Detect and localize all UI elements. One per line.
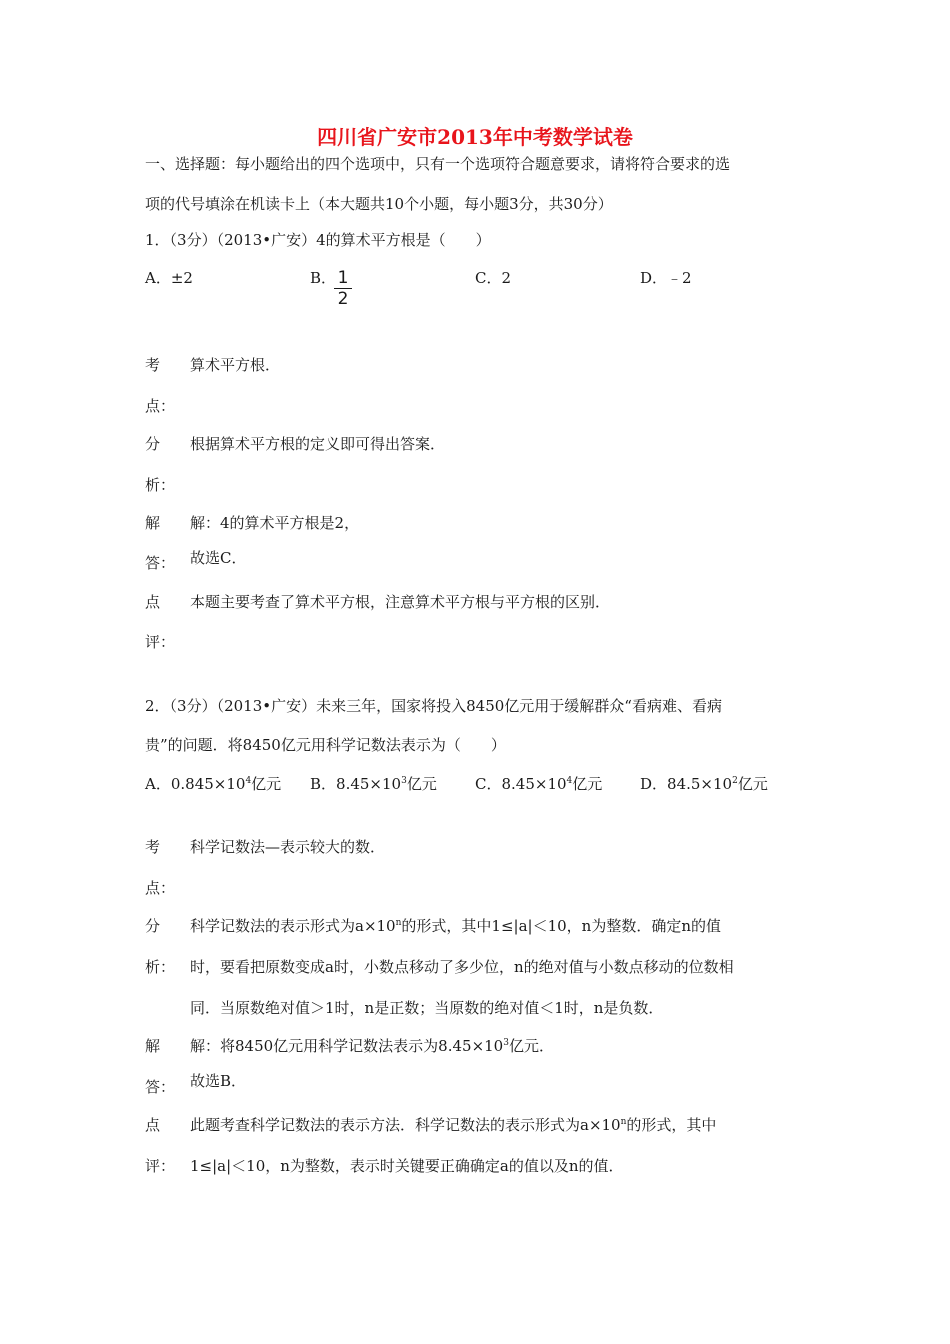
q2-jieda-label-1: 解 [145,1037,161,1055]
q2-kaodian-text: 科学记数法—表示较大的数． [190,838,386,856]
q2-option-a [145,774,281,794]
q1-option-b-label: B． [310,269,337,287]
option-unit: 亿元 [406,775,437,793]
text-part: 解：将8450亿元用科学记数法表示为8.45×10 [190,1037,504,1055]
q1-jieda-label-1: 解 [145,514,161,532]
section-instruction-line2: 项的代号填涂在机读卡上（本大题共10个小题，每小题3分，共30分） [145,195,613,213]
q2-dianping-line1 [190,1115,716,1135]
q2-option-c [475,774,602,794]
q2-dianping-label-2: 评： [145,1157,176,1175]
q1-kaodian-label-2: 点： [145,397,176,415]
option-unit: 亿元 [737,775,768,793]
q1-dianping-label-2: 评： [145,633,176,651]
fraction-numerator: 1 [337,268,349,288]
q1-kaodian-label-1: 考 [145,356,161,374]
fraction-denominator: 2 [337,289,349,309]
option-base: C．8.45×10 [475,775,567,793]
q2-dianping-label-1: 点 [145,1116,161,1134]
text-part: 的形式，其中1≤|a|＜10，n为整数．确定n的值 [401,917,721,935]
text-part: 的形式，其中 [626,1116,717,1134]
q2-fenxi-line2: 时，要看把原数变成a时，小数点移动了多少位，n的绝对值与小数点移动的位数相 [190,958,734,976]
q1-jieda-text-line1: 解：4的算术平方根是2， [190,514,360,532]
q2-dianping-line2: 1≤|a|＜10，n为整数，表示时关键要正确确定a的值以及n的值． [190,1157,624,1175]
q1-dianping-label-1: 点 [145,593,161,611]
q1-stem: 1．（3分）（2013•广安）4的算术平方根是（ ） [145,231,491,249]
text-part: 此题考查科学记数法的表示方法．科学记数法的表示形式为a×10 [190,1116,621,1134]
text-part: 科学记数法的表示形式为a×10 [190,917,396,935]
q2-jieda-line2: 故选B． [190,1072,247,1090]
q2-jieda-label-2: 答： [145,1078,176,1096]
q1-option-a: A．±2 [145,269,193,287]
q1-kaodian-text: 算术平方根． [190,356,281,374]
exponent: n [620,1117,627,1127]
option-exponent: 3 [401,776,407,786]
q1-fenxi-label-1: 分 [145,435,161,453]
q2-jieda-line1 [190,1036,554,1056]
option-unit: 亿元 [572,775,603,793]
q1-fenxi-text: 根据算术平方根的定义即可得出答案． [190,435,446,453]
q2-fenxi-label-2: 析： [145,958,176,976]
q1-option-c: C．2 [475,269,512,287]
q2-fenxi-label-1: 分 [145,917,161,935]
option-unit: 亿元 [251,775,282,793]
option-exponent: 2 [732,776,738,786]
option-base: A．0.845×10 [145,775,246,793]
q2-stem-line1: 2．（3分）（2013•广安）未来三年，国家将投入8450亿元用于缓解群众“看病难、看病 [145,697,722,715]
q1-option-b-fraction [333,268,353,309]
option-exponent: 4 [566,776,573,786]
option-exponent: 4 [245,776,252,786]
q1-option-d: D．﹣2 [640,269,692,287]
q2-stem-line2: 贵”的问题．将8450亿元用科学记数法表示为（ ） [145,736,506,754]
q2-option-d [640,774,768,794]
section-instruction-line1: 一、选择题：每小题给出的四个选项中，只有一个选项符合题意要求，请将符合要求的选 [145,155,731,173]
q2-option-b [310,774,437,794]
q2-fenxi-line1 [190,916,721,936]
text-part: 亿元． [508,1037,554,1055]
option-base: B．8.45×10 [310,775,402,793]
q1-fenxi-label-2: 析： [145,476,176,494]
q1-jieda-label-2: 答： [145,554,176,572]
q1-jieda-text-line2: 故选C． [190,549,247,567]
q2-kaodian-label-2: 点： [145,879,176,897]
q2-kaodian-label-1: 考 [145,838,161,856]
exponent: n [395,918,402,928]
exponent: 3 [503,1038,509,1048]
page-title: 四川省广安市2013年中考数学试卷 [317,125,633,149]
option-base: D．84.5×10 [640,775,733,793]
q1-dianping-text: 本题主要考查了算术平方根，注意算术平方根与平方根的区别． [190,593,611,611]
q2-fenxi-line3: 同．当原数绝对值＞1时，n是正数；当原数的绝对值＜1时，n是负数． [190,999,664,1017]
